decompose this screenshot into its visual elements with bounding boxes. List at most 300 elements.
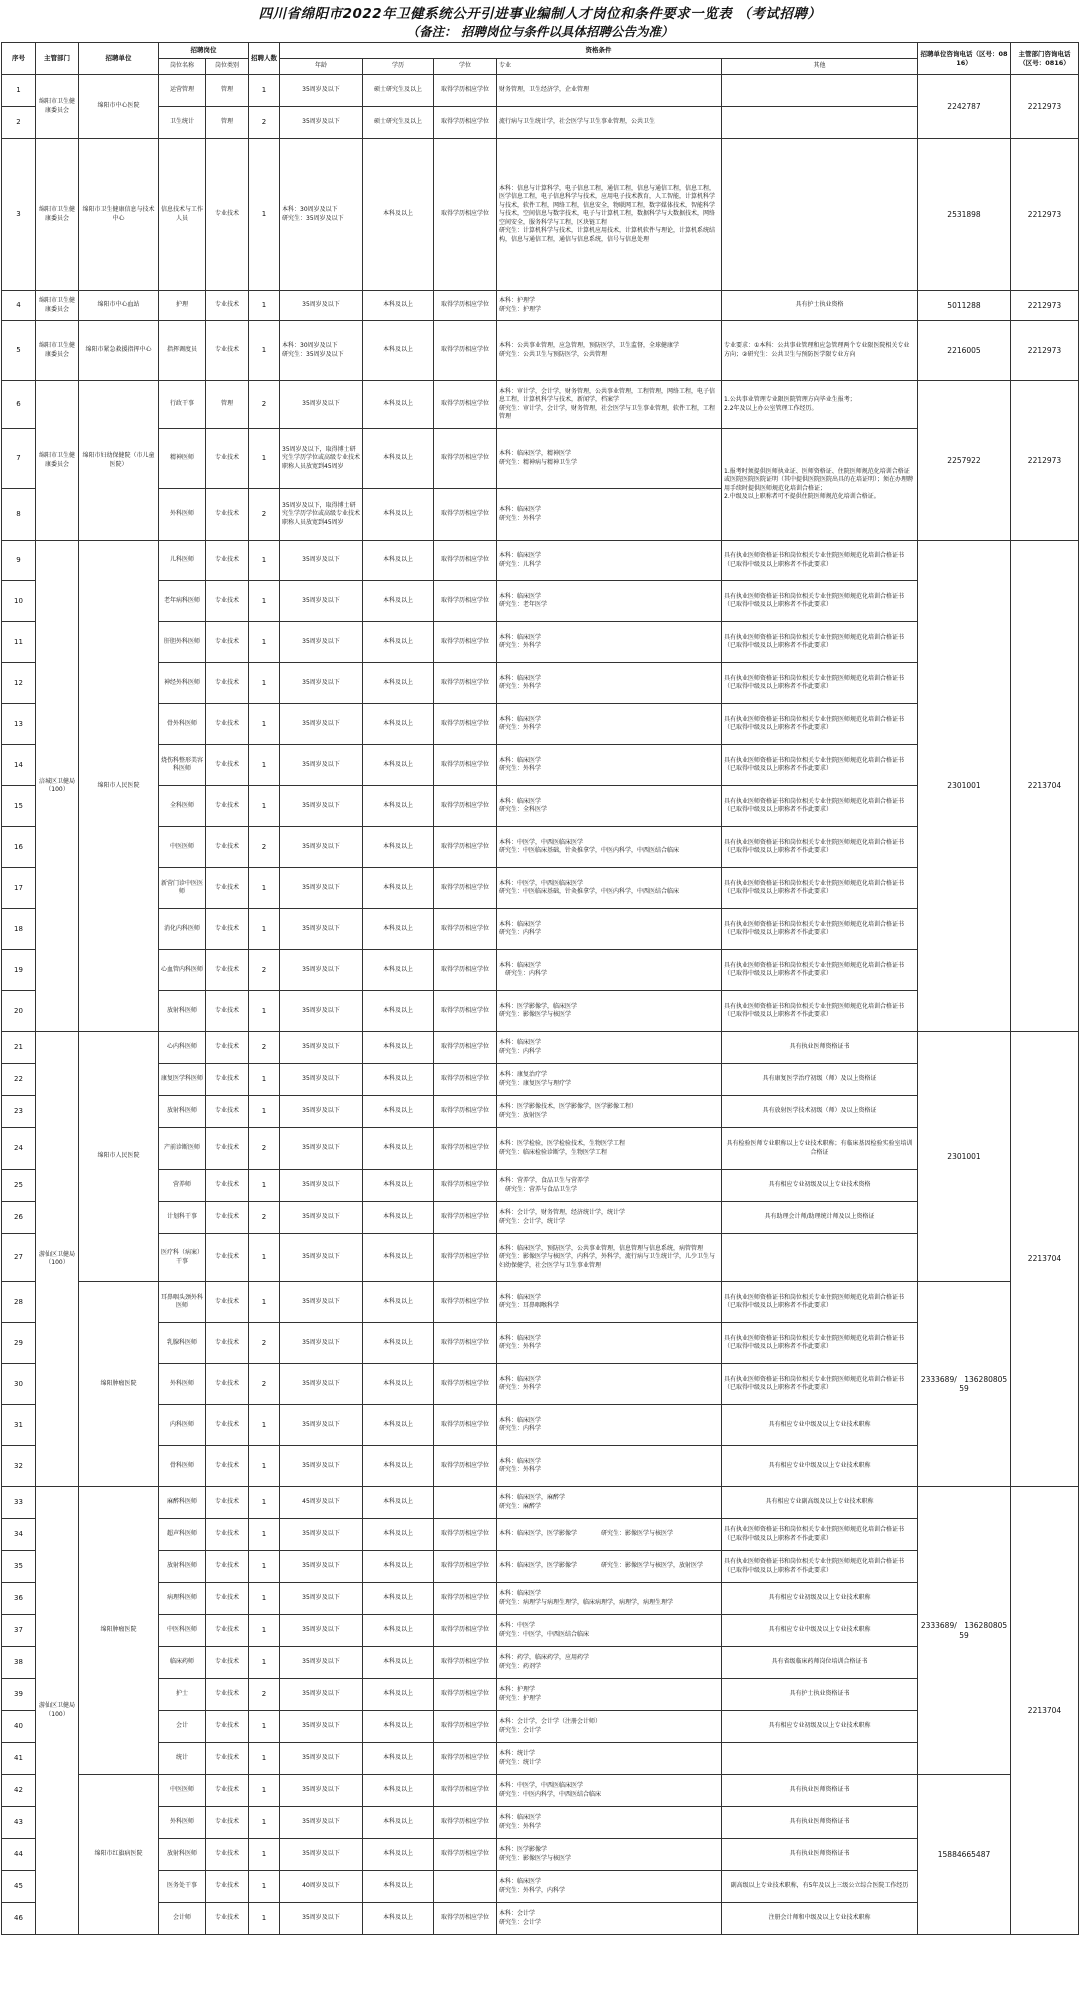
table-row xyxy=(2,868,1079,909)
row-age: 45周岁及以下 xyxy=(280,1487,363,1519)
row-seq: 18 xyxy=(2,909,36,950)
row-count: 1 xyxy=(249,1743,280,1775)
row-other: 具有执业医师资格证书 xyxy=(722,1839,918,1871)
table-row xyxy=(2,1743,1079,1775)
row-post-type: 专业技术 xyxy=(206,1487,249,1519)
row-post-name: 运营管理 xyxy=(159,75,206,107)
row-age: 35周岁及以下 xyxy=(280,1903,363,1935)
row-degree: 取得学历相应学位 xyxy=(434,909,497,950)
row-count: 2 xyxy=(249,1128,280,1170)
row-count: 1 xyxy=(249,1807,280,1839)
row-post-type: 专业技术 xyxy=(206,1096,249,1128)
row-seq: 22 xyxy=(2,1064,36,1096)
row-unit-phone: 2531898 xyxy=(918,139,1011,291)
row-count: 1 xyxy=(249,1903,280,1935)
row-age: 本科：30周岁及以下 研究生：35周岁及以下 xyxy=(280,139,363,291)
row-post-name: 中医医师 xyxy=(159,827,206,868)
table-row xyxy=(2,1839,1079,1871)
row-age: 35周岁及以下 xyxy=(280,381,363,429)
row-degree: 取得学历相应学位 xyxy=(434,745,497,786)
row-major: 本科：临床医学 研究生：儿科学 xyxy=(497,541,722,581)
row-age: 35周岁及以下 xyxy=(280,581,363,622)
table-row xyxy=(2,1282,1079,1323)
table-row xyxy=(2,1170,1079,1202)
row-major: 本科：临床医学 研究生：耳鼻咽喉科学 xyxy=(497,1282,722,1323)
row-edu: 本科及以上 xyxy=(363,1364,434,1405)
row-seq: 23 xyxy=(2,1096,36,1128)
row-age: 35周岁及以下 xyxy=(280,950,363,991)
header-post-name: 岗位名称 xyxy=(159,59,206,75)
row-seq: 20 xyxy=(2,991,36,1032)
row-major: 本科：医学影像学 研究生：影像医学与核医学 xyxy=(497,1839,722,1871)
row-seq: 46 xyxy=(2,1903,36,1935)
row-degree xyxy=(434,1487,497,1519)
row-degree: 取得学历相应学位 xyxy=(434,1711,497,1743)
row-age: 35周岁及以下 xyxy=(280,1446,363,1487)
row-edu: 本科及以上 xyxy=(363,745,434,786)
row-count: 1 xyxy=(249,581,280,622)
row-post-type: 专业技术 xyxy=(206,950,249,991)
row-post-name: 神经外科医师 xyxy=(159,663,206,704)
table-row xyxy=(2,139,1079,291)
row-other: 具有执业医师资格证书和岗位相关专业住院医师规范化培训合格证书（已取得中级及以上职称者不作此要求） xyxy=(722,1364,918,1405)
row-degree: 取得学历相应学位 xyxy=(434,1032,497,1064)
table-row xyxy=(2,1487,1079,1519)
row-post-name: 康复医学科医师 xyxy=(159,1064,206,1096)
row-degree: 取得学历相应学位 xyxy=(434,1839,497,1871)
row-edu: 本科及以上 xyxy=(363,991,434,1032)
row-seq: 3 xyxy=(2,139,36,291)
row-other xyxy=(722,75,918,107)
row-major: 财务管理，卫生经济学，企业管理 xyxy=(497,75,722,107)
table-row xyxy=(2,291,1079,321)
table-row xyxy=(2,1615,1079,1647)
row-count: 1 xyxy=(249,1583,280,1615)
row-post-name: 儿科医师 xyxy=(159,541,206,581)
row-count: 1 xyxy=(249,1170,280,1202)
row-post-type: 专业技术 xyxy=(206,1839,249,1871)
row-post-type: 专业技术 xyxy=(206,786,249,827)
row-age: 35周岁及以下 xyxy=(280,1647,363,1679)
row-seq: 38 xyxy=(2,1647,36,1679)
row-other: 具有康复医学治疗初级（师）及以上资格证 xyxy=(722,1064,918,1096)
row-post-name: 临床药师 xyxy=(159,1647,206,1679)
row-seq: 30 xyxy=(2,1364,36,1405)
row-count: 1 xyxy=(249,704,280,745)
row-degree: 取得学历相应学位 xyxy=(434,1096,497,1128)
header-post-type: 岗位类别 xyxy=(206,59,249,75)
row-post-name: 护士 xyxy=(159,1679,206,1711)
row-degree: 取得学历相应学位 xyxy=(434,786,497,827)
row-dept: 游仙区卫健局（100） xyxy=(36,1487,79,1935)
row-other: 具有相应专业中级及以上专业技术职称 xyxy=(722,1446,918,1487)
row-count: 1 xyxy=(249,1711,280,1743)
row-degree: 取得学历相应学位 xyxy=(434,107,497,139)
row-age: 35周岁及以下 xyxy=(280,786,363,827)
row-count: 1 xyxy=(249,622,280,663)
row-age: 35周岁及以下 xyxy=(280,909,363,950)
table-row xyxy=(2,1871,1079,1903)
row-major: 本科：临床医学 研究生：内科学 xyxy=(497,1405,722,1446)
row-post-name: 中医医师 xyxy=(159,1775,206,1807)
row-other: 副高级以上专业技术职称，有5年及以上三级公立综合医院工作经历 xyxy=(722,1871,918,1903)
row-edu: 本科及以上 xyxy=(363,663,434,704)
row-count: 2 xyxy=(249,107,280,139)
row-major: 本科：审计学，会计学，财务管理，公共事业管理，工程管理，网络工程，电子信息工程，计算机科学与技术，新闻学，档案学 研究生：审计学，会计学，财务管理，社会医学与卫生事业管理，软件工程，工程管理 xyxy=(497,381,722,429)
row-age: 35周岁及以下，取得博士研究生学历学位或高级专业技术职称人员放宽到45周岁 xyxy=(280,429,363,489)
row-degree: 取得学历相应学位 xyxy=(434,321,497,381)
row-post-type: 专业技术 xyxy=(206,1903,249,1935)
row-post-name: 会计师 xyxy=(159,1903,206,1935)
row-count: 1 xyxy=(249,1487,280,1519)
row-major: 本科：中医学，中西医临床医学 研究生：中医临床基础，针灸推拿学，中医内科学，中西医结合临床 xyxy=(497,868,722,909)
row-major: 本科：临床医学 研究生：内科学 xyxy=(497,1032,722,1064)
row-edu: 本科及以上 xyxy=(363,1170,434,1202)
row-post-name: 超声科医师 xyxy=(159,1519,206,1551)
row-unit: 绵阳市人民医院 xyxy=(79,1032,159,1282)
row-post-type: 专业技术 xyxy=(206,321,249,381)
row-post-name: 中医科医师 xyxy=(159,1615,206,1647)
row-post-name: 全科医师 xyxy=(159,786,206,827)
row-post-type: 专业技术 xyxy=(206,1170,249,1202)
row-major: 本科：中医学，中西医临床医学 研究生：中医内科学，中西医结合临床 xyxy=(497,1775,722,1807)
row-count: 1 xyxy=(249,1647,280,1679)
row-count: 1 xyxy=(249,1282,280,1323)
row-seq: 8 xyxy=(2,489,36,541)
table-row xyxy=(2,1583,1079,1615)
row-count: 1 xyxy=(249,75,280,107)
row-major: 本科：护理学 研究生：护理学 xyxy=(497,291,722,321)
row-other: 具有执业医师资格证书和岗位相关专业住院医师规范化培训合格证书（已取得中级及以上职称者不作此要求） xyxy=(722,745,918,786)
row-other xyxy=(722,107,918,139)
row-count: 2 xyxy=(249,1032,280,1064)
row-unit: 绵阳市红旗病医院 xyxy=(79,1775,159,1935)
row-major: 本科：临床医学 研究生：外科学 xyxy=(497,489,722,541)
table-row xyxy=(2,541,1079,581)
row-age: 本科：30周岁及以下 研究生：35周岁及以下 xyxy=(280,321,363,381)
row-post-type: 专业技术 xyxy=(206,1583,249,1615)
row-edu: 本科及以上 xyxy=(363,1446,434,1487)
row-degree: 取得学历相应学位 xyxy=(434,1583,497,1615)
header-other: 其他 xyxy=(722,59,918,75)
row-edu: 本科及以上 xyxy=(363,489,434,541)
row-post-name: 营养师 xyxy=(159,1170,206,1202)
row-unit-phone: 2242787 xyxy=(918,75,1011,139)
row-seq: 12 xyxy=(2,663,36,704)
row-edu: 本科及以上 xyxy=(363,827,434,868)
table-row xyxy=(2,581,1079,622)
row-major: 本科：临床医学，医学影像学 研究生：影像医学与核医学，放射医学 xyxy=(497,1551,722,1583)
row-age: 35周岁及以下 xyxy=(280,1128,363,1170)
row-other: 具有执业医师资格证书和岗位相关专业住院医师规范化培训合格证书（已取得中级及以上职称者不作此要求） xyxy=(722,622,918,663)
header-qual-group: 资格条件 xyxy=(280,43,918,59)
header-unit-phone: 招聘单位咨询电话（区号：0816） xyxy=(918,43,1011,75)
row-unit-phone: 2333689/ 13628080559 xyxy=(918,1282,1011,1487)
row-dept: 绵阳市卫生健康委员会 xyxy=(36,75,79,139)
row-post-type: 专业技术 xyxy=(206,1807,249,1839)
row-post-type: 专业技术 xyxy=(206,291,249,321)
row-major: 本科：药学，临床药学，应用药学 研究生：药剂学 xyxy=(497,1647,722,1679)
row-age: 35周岁及以下 xyxy=(280,663,363,704)
row-seq: 43 xyxy=(2,1807,36,1839)
row-post-type: 专业技术 xyxy=(206,1519,249,1551)
table-row xyxy=(2,1775,1079,1807)
row-major: 本科：信息与计算科学，电子信息工程，通信工程，信息与通信工程，信息工程，医学信息工程，电子信息科学与技术，应用电子技术教育，人工智能，计算机科学与技术，软件工程，网络工程，信息安全，物联网工程，数字媒体技术，智能科学与技术，空间信息与数字技术，电子与计算机工程，数据科学与大数据技术，网络空间安全，服务科学与工程，区块链工程 研究生：计算机科学与技术，计算机应用技术，计算机软件与理论，计算机系统结构，信息与通信工程，通信与信息系统，信号与信息处理 xyxy=(497,139,722,291)
row-seq: 41 xyxy=(2,1743,36,1775)
row-seq: 34 xyxy=(2,1519,36,1551)
header-post-group: 招聘岗位 xyxy=(159,43,249,59)
row-other: 具有检验医师专业职称以上专业技术职称；有临床基因检验实验室培训合格证 xyxy=(722,1128,918,1170)
row-edu: 本科及以上 xyxy=(363,541,434,581)
row-age: 35周岁及以下 xyxy=(280,1679,363,1711)
row-edu: 本科及以上 xyxy=(363,321,434,381)
row-post-name: 放射科医师 xyxy=(159,1551,206,1583)
row-unit-phone: 2301001 xyxy=(918,1032,1011,1282)
row-count: 1 xyxy=(249,291,280,321)
row-age: 35周岁及以下 xyxy=(280,1519,363,1551)
row-unit-phone: 2257922 xyxy=(918,381,1011,541)
row-post-type: 专业技术 xyxy=(206,868,249,909)
header-dept-phone: 主管部门咨询电话（区号：0816） xyxy=(1011,43,1079,75)
table-row xyxy=(2,663,1079,704)
row-age: 35周岁及以下 xyxy=(280,1202,363,1234)
row-edu: 本科及以上 xyxy=(363,1128,434,1170)
row-edu: 本科及以上 xyxy=(363,1096,434,1128)
row-unit: 绵阳市妇幼保健院（市儿童医院） xyxy=(79,381,159,541)
row-degree: 取得学历相应学位 xyxy=(434,1615,497,1647)
row-other: 具有执业医师资格证书和岗位相关专业住院医师规范化培训合格证书（已取得中级及以上职称者不作此要求） xyxy=(722,1323,918,1364)
row-degree: 取得学历相应学位 xyxy=(434,1775,497,1807)
row-degree: 取得学历相应学位 xyxy=(434,381,497,429)
row-degree: 取得学历相应学位 xyxy=(434,1679,497,1711)
row-other xyxy=(722,1743,918,1775)
row-edu: 本科及以上 xyxy=(363,909,434,950)
row-other: 具有省级临床药师岗位培训合格证书 xyxy=(722,1647,918,1679)
row-seq: 31 xyxy=(2,1405,36,1446)
row-seq: 39 xyxy=(2,1679,36,1711)
table-row xyxy=(2,1903,1079,1935)
row-degree: 取得学历相应学位 xyxy=(434,75,497,107)
row-edu: 本科及以上 xyxy=(363,1679,434,1711)
row-seq: 6 xyxy=(2,381,36,429)
row-other: 具有执业医师资格证书和岗位相关专业住院医师规范化培训合格证书（已取得中级及以上职称者不作此要求） xyxy=(722,1551,918,1583)
table-row xyxy=(2,321,1079,381)
row-major: 本科：临床医学 研究生：外科学 xyxy=(497,1364,722,1405)
row-post-type: 专业技术 xyxy=(206,991,249,1032)
row-age: 35周岁及以下 xyxy=(280,1775,363,1807)
row-seq: 40 xyxy=(2,1711,36,1743)
row-count: 2 xyxy=(249,950,280,991)
row-other: 具有相应专业中级及以上专业技术职称 xyxy=(722,1615,918,1647)
row-major: 本科：公共事业管理，应急管理，预防医学，卫生监督，全球健康学 研究生：公共卫生与预防医学，公共管理 xyxy=(497,321,722,381)
row-unit: 绵阳市人民医院 xyxy=(79,541,159,1032)
row-major: 本科：临床医学，麻醉学 研究生：麻醉学 xyxy=(497,1487,722,1519)
row-edu: 本科及以上 xyxy=(363,1064,434,1096)
header-degree: 学位 xyxy=(434,59,497,75)
row-degree: 取得学历相应学位 xyxy=(434,1743,497,1775)
table-row xyxy=(2,950,1079,991)
row-other: 具有执业医师资格证书和岗位相关专业住院医师规范化培训合格证书（已取得中级及以上职称者不作此要求） xyxy=(722,1519,918,1551)
row-dept: 绵阳市卫生健康委员会 xyxy=(36,321,79,381)
row-post-name: 会计 xyxy=(159,1711,206,1743)
row-degree: 取得学历相应学位 xyxy=(434,1128,497,1170)
table-row xyxy=(2,107,1079,139)
row-degree: 取得学历相应学位 xyxy=(434,1234,497,1282)
row-major: 本科：临床医学 研究生：外科学 xyxy=(497,745,722,786)
row-post-type: 专业技术 xyxy=(206,541,249,581)
header-age: 年龄 xyxy=(280,59,363,75)
row-major: 本科：临床医学 研究生：病理学与病理生理学，临床病理学，病理学，病理生理学 xyxy=(497,1583,722,1615)
row-post-name: 骨外科医师 xyxy=(159,704,206,745)
row-major: 本科：医学影像技术，医学影像学，医学影像工程） 研究生：放射医学 xyxy=(497,1096,722,1128)
row-dept: 游仙区卫健局（100） xyxy=(36,1032,79,1487)
row-post-name: 骨科医师 xyxy=(159,1446,206,1487)
row-edu: 本科及以上 xyxy=(363,1282,434,1323)
row-other: 具有助理会计师/助理统计师及以上资格证 xyxy=(722,1202,918,1234)
row-other: 注册会计师和中级及以上专业技术职称 xyxy=(722,1903,918,1935)
row-count: 1 xyxy=(249,1519,280,1551)
row-major: 本科：临床医学 研究生：外科学 xyxy=(497,704,722,745)
row-count: 1 xyxy=(249,1405,280,1446)
row-post-name: 产前诊断医师 xyxy=(159,1128,206,1170)
row-post-type: 专业技术 xyxy=(206,745,249,786)
row-post-type: 管理 xyxy=(206,381,249,429)
row-other: 具有执业医师资格证书 xyxy=(722,1775,918,1807)
row-other: 具有执业医师资格证书和岗位相关专业住院医师规范化培训合格证书（已取得中级及以上职称者不作此要求） xyxy=(722,950,918,991)
row-degree: 取得学历相应学位 xyxy=(434,1519,497,1551)
row-unit-phone: 15884665487 xyxy=(918,1775,1011,1935)
row-seq: 1 xyxy=(2,75,36,107)
row-count: 1 xyxy=(249,909,280,950)
row-count: 2 xyxy=(249,381,280,429)
row-seq: 29 xyxy=(2,1323,36,1364)
row-major: 本科：医学影像学，临床医学 研究生：影像医学与核医学 xyxy=(497,991,722,1032)
row-post-type: 专业技术 xyxy=(206,1775,249,1807)
row-post-name: 放射科医师 xyxy=(159,1839,206,1871)
row-other: 1.公共事业管理专业限医院管理方向毕业生报考； 2.2年及以上办公室管理工作经历。 xyxy=(722,381,918,429)
row-seq: 11 xyxy=(2,622,36,663)
row-degree: 取得学历相应学位 xyxy=(434,1647,497,1679)
row-unit-phone: 2216005 xyxy=(918,321,1011,381)
row-major: 本科：临床医学 研究生：外科学 xyxy=(497,1323,722,1364)
row-post-type: 专业技术 xyxy=(206,1234,249,1282)
row-edu: 本科及以上 xyxy=(363,1323,434,1364)
row-seq: 19 xyxy=(2,950,36,991)
row-degree: 取得学历相应学位 xyxy=(434,541,497,581)
row-seq: 37 xyxy=(2,1615,36,1647)
row-major: 本科：临床医学 研究生：内科学 xyxy=(497,909,722,950)
row-edu: 本科及以上 xyxy=(363,581,434,622)
row-edu: 本科及以上 xyxy=(363,868,434,909)
row-edu: 本科及以上 xyxy=(363,1807,434,1839)
row-major: 本科：临床医学，医学影像学 研究生：影像医学与核医学 xyxy=(497,1519,722,1551)
row-major: 本科：临床医学，预防医学，公共事业管理，信息管理与信息系统，病管管理 研究生：影像医学与核医学，内科学，外科学，流行病与卫生统计学，儿少卫生与妇幼保健学，社会医学与卫生事业管理 xyxy=(497,1234,722,1282)
row-count: 1 xyxy=(249,541,280,581)
row-dept-phone: 2212973 xyxy=(1011,139,1079,291)
row-edu: 本科及以上 xyxy=(363,291,434,321)
page-title: 四川省绵阳市2022年卫健系统公开引进事业编制人才岗位和条件要求一览表 （考试招聘） xyxy=(258,6,822,22)
row-other xyxy=(722,139,918,291)
row-post-type: 专业技术 xyxy=(206,1551,249,1583)
row-major: 本科：临床医学 研究生：外科学 xyxy=(497,663,722,704)
row-post-type: 专业技术 xyxy=(206,1064,249,1096)
row-edu: 本科及以上 xyxy=(363,1202,434,1234)
row-post-name: 信息技术与工作人员 xyxy=(159,139,206,291)
row-post-name: 外科医师 xyxy=(159,1807,206,1839)
row-other: 具有执业医师资格证书和岗位相关专业住院医师规范化培训合格证书（已取得中级及以上职称者不作此要求） xyxy=(722,991,918,1032)
row-post-type: 专业技术 xyxy=(206,429,249,489)
row-age: 35周岁及以下 xyxy=(280,75,363,107)
row-age: 35周岁及以下 xyxy=(280,827,363,868)
table-row xyxy=(2,786,1079,827)
row-count: 2 xyxy=(249,1323,280,1364)
row-age: 35周岁及以下，取得博士研究生学历学位或高级专业技术职称人员放宽到45周岁 xyxy=(280,489,363,541)
row-seq: 21 xyxy=(2,1032,36,1064)
header-dept: 主管部门 xyxy=(36,43,79,75)
row-post-type: 专业技术 xyxy=(206,1679,249,1711)
row-edu: 硕士研究生及以上 xyxy=(363,75,434,107)
row-dept-phone: 2212973 xyxy=(1011,321,1079,381)
row-age: 35周岁及以下 xyxy=(280,704,363,745)
row-age: 35周岁及以下 xyxy=(280,1807,363,1839)
row-major: 本科：营养学，食品卫生与营养学 研究生：营养与食品卫生学 xyxy=(497,1170,722,1202)
table-row xyxy=(2,1405,1079,1446)
row-other: 具有执业医师资格证书和岗位相关专业住院医师规范化培训合格证书（已取得中级及以上职称者不作此要求） xyxy=(722,541,918,581)
table-row xyxy=(2,1647,1079,1679)
row-count: 1 xyxy=(249,991,280,1032)
row-other: 具有护士执业资格 xyxy=(722,291,918,321)
row-edu: 本科及以上 xyxy=(363,1743,434,1775)
row-seq: 42 xyxy=(2,1775,36,1807)
row-age: 35周岁及以下 xyxy=(280,1234,363,1282)
row-unit: 绵阳市中心血站 xyxy=(79,291,159,321)
row-post-name: 新营门诊中医医师 xyxy=(159,868,206,909)
row-edu: 本科及以上 xyxy=(363,786,434,827)
row-edu: 本科及以上 xyxy=(363,1839,434,1871)
row-count: 1 xyxy=(249,745,280,786)
row-post-name: 外科医师 xyxy=(159,1364,206,1405)
row-age: 35周岁及以下 xyxy=(280,1839,363,1871)
row-major: 本科：会计学，财务管理，经济统计学，统计学 研究生：会计学，统计学 xyxy=(497,1202,722,1234)
row-age: 35周岁及以下 xyxy=(280,541,363,581)
row-degree: 取得学历相应学位 xyxy=(434,991,497,1032)
row-age: 35周岁及以下 xyxy=(280,1551,363,1583)
row-edu: 本科及以上 xyxy=(363,1519,434,1551)
row-edu: 本科及以上 xyxy=(363,1647,434,1679)
row-major: 本科：临床医学 研究生：全科医学 xyxy=(497,786,722,827)
recruitment-table xyxy=(1,42,1079,1935)
row-other: 1.报考时须提供医师执业证、医师资格证、住院医师规范化培训合格证或医院医院医院证明（其中提供医院医院出具的在培证明）；须在办理聘用手续时提供医师规范化培训合格证； 2.中级及以上职称者可不提供住院医师规范化培训合格证。 xyxy=(722,429,918,541)
row-age: 35周岁及以下 xyxy=(280,1743,363,1775)
table-row xyxy=(2,1202,1079,1234)
row-degree: 取得学历相应学位 xyxy=(434,622,497,663)
row-edu: 本科及以上 xyxy=(363,429,434,489)
row-post-name: 卫生统计 xyxy=(159,107,206,139)
row-count: 1 xyxy=(249,1871,280,1903)
row-post-name: 烧伤科整形美容科医师 xyxy=(159,745,206,786)
row-other: 具有护士执业资格证书 xyxy=(722,1679,918,1711)
row-seq: 28 xyxy=(2,1282,36,1323)
row-seq: 7 xyxy=(2,429,36,489)
row-major: 本科：护理学 研究生：护理学 xyxy=(497,1679,722,1711)
row-other: 具有执业医师资格证书和岗位相关专业住院医师规范化培训合格证书（已取得中级及以上职称者不作此要求） xyxy=(722,868,918,909)
row-degree: 取得学历相应学位 xyxy=(434,1903,497,1935)
row-age: 35周岁及以下 xyxy=(280,868,363,909)
table-row xyxy=(2,1446,1079,1487)
row-other: 具有执业医师资格证书和岗位相关专业住院医师规范化培训合格证书（已取得中级及以上职称者不作此要求） xyxy=(722,581,918,622)
row-age: 35周岁及以下 xyxy=(280,622,363,663)
row-dept-phone: 2212973 xyxy=(1011,291,1079,321)
